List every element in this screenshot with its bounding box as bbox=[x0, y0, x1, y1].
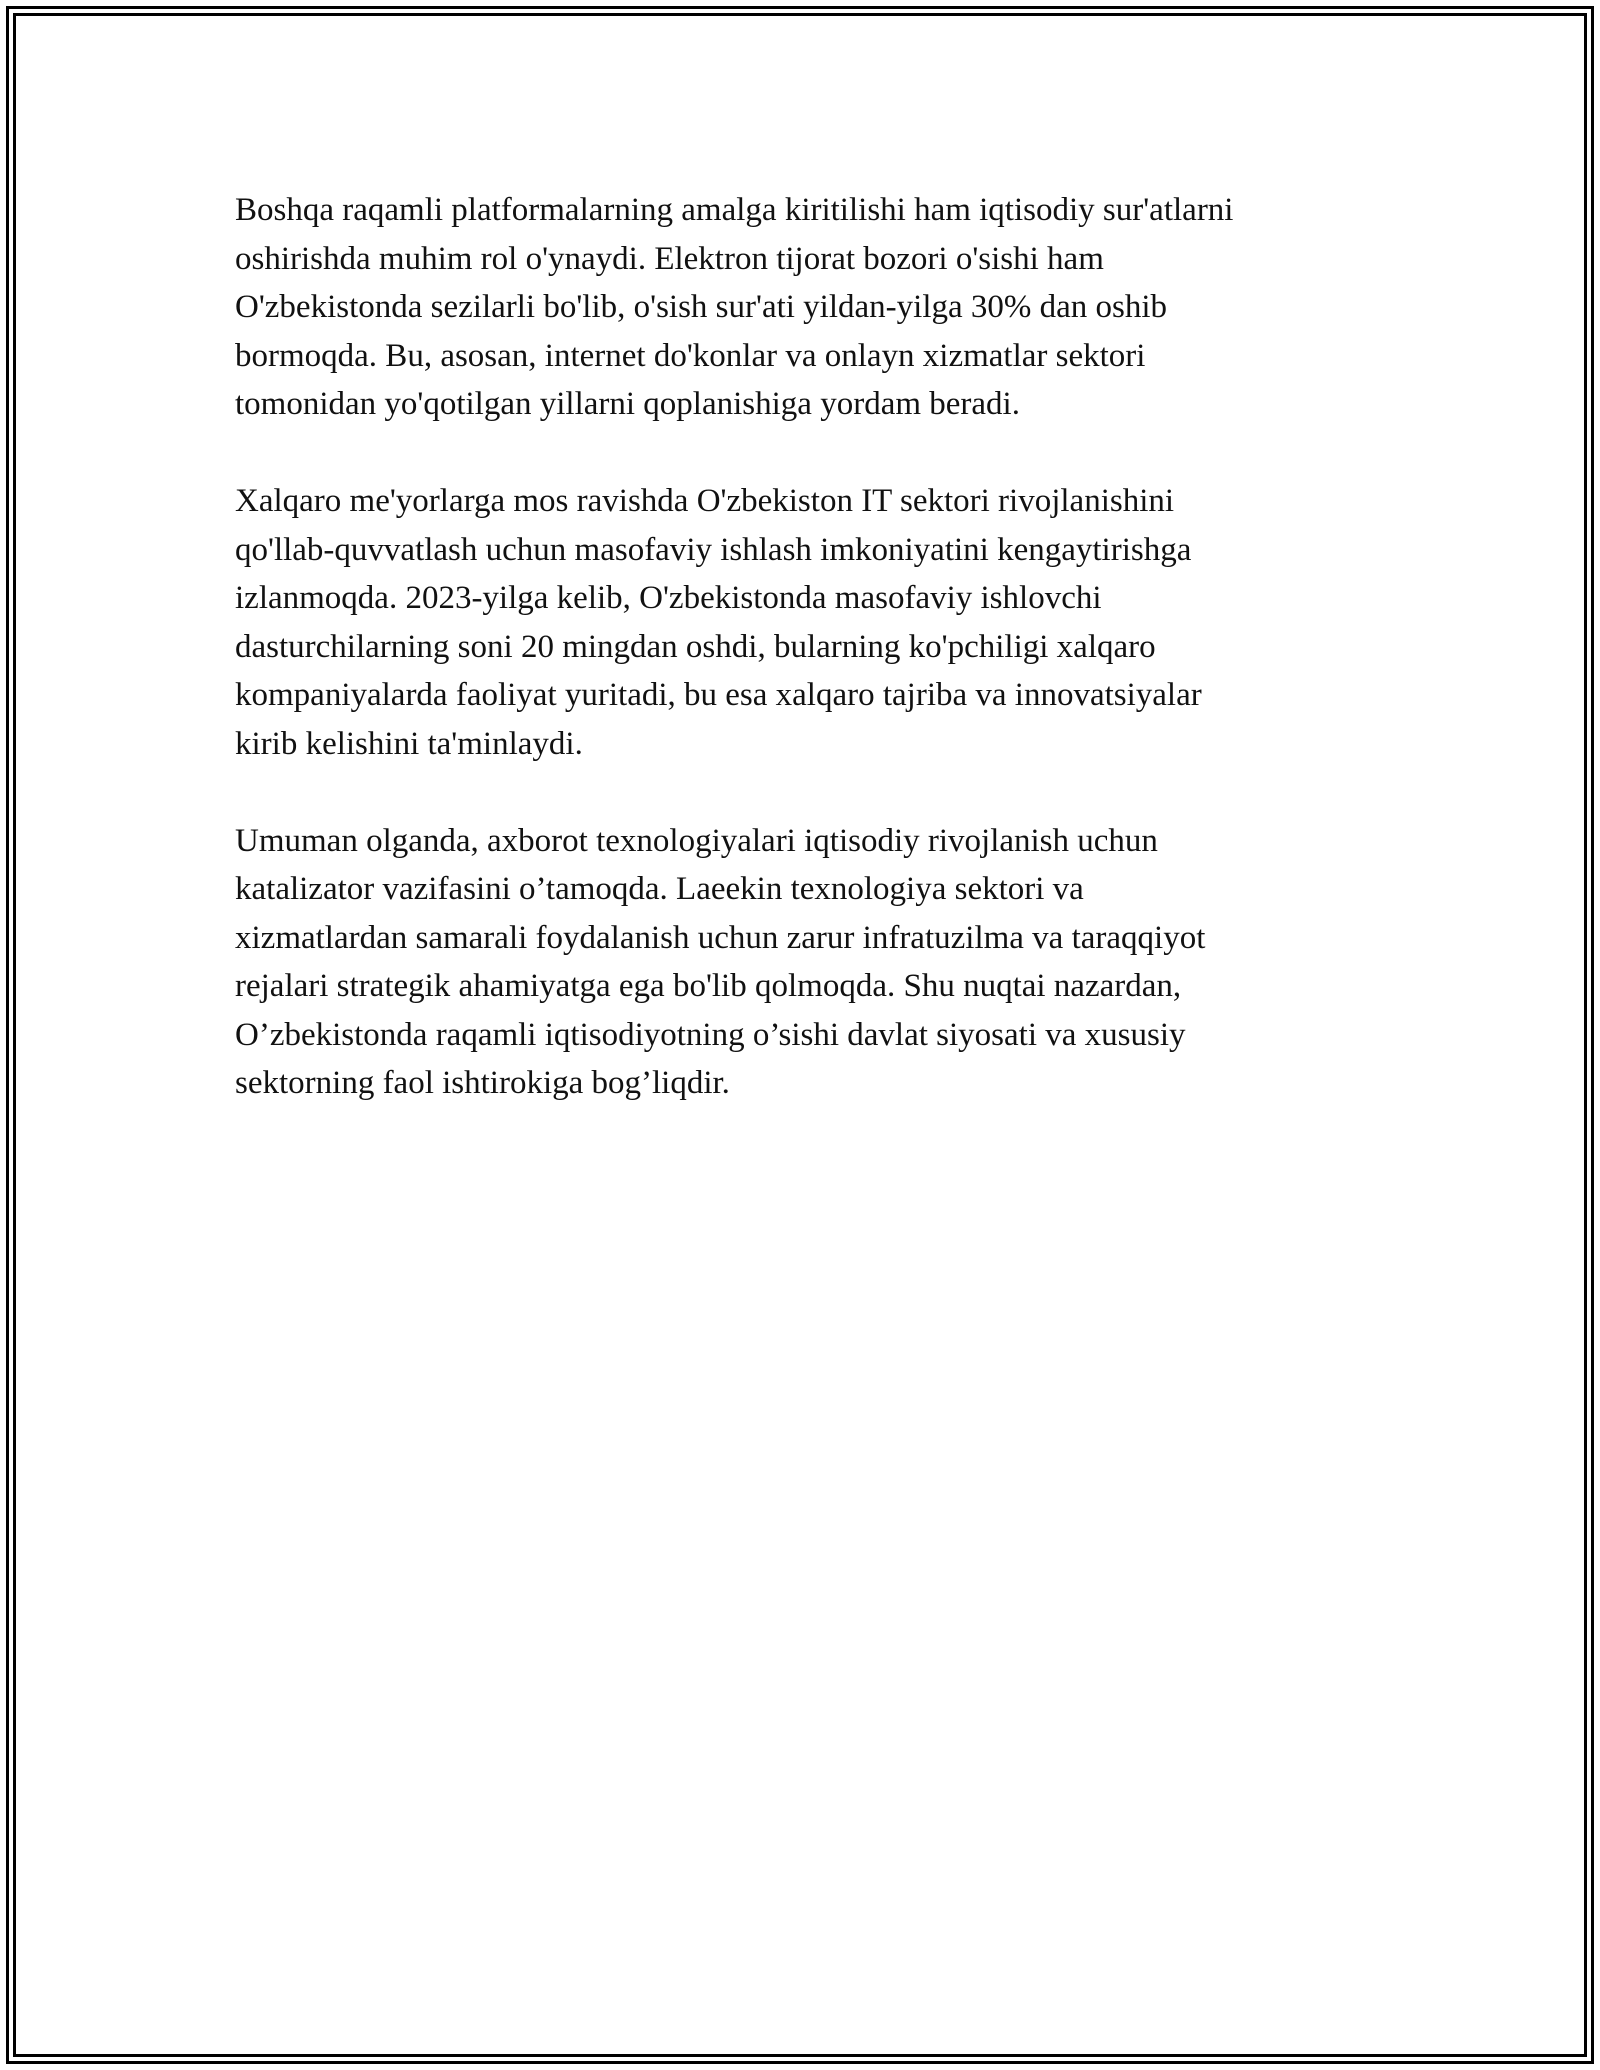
text-line: sektorning faol ishtirokiga bog’liqdir. bbox=[235, 1065, 730, 1101]
text-line: dasturchilarning soni 20 mingdan oshdi, bularning ko'pchiligi xalqaro bbox=[235, 628, 1156, 665]
text-line: oshirishda muhim rol o'ynaydi. Elektron tijorat bozori o'sishi ham bbox=[235, 240, 1104, 277]
text-line: qo'llab-quvvatlash uchun masofaviy ishlash imkoniyatini kengaytirishga bbox=[235, 531, 1192, 568]
text-line: Umuman olganda, axborot texnologiyalari iqtisodiy rivojlanish uchun bbox=[235, 822, 1158, 859]
document-body bbox=[235, 186, 1365, 1156]
paragraph-3 bbox=[235, 817, 1365, 1108]
text-line: katalizator vazifasini o’tamoqda. Laeekin texnologiya sektori va bbox=[235, 871, 1084, 907]
text-line: xizmatlardan samarali foydalanish uchun zarur infratuzilma va taraqqiyot bbox=[235, 919, 1206, 956]
text-line: kompaniyalarda faoliyat yuritadi, bu esa xalqaro tajriba va innovatsiyalar bbox=[235, 677, 1202, 713]
text-line: rejalari strategik ahamiyatga ega bo'lib qolmoqda. Shu nuqtai nazardan, bbox=[235, 968, 1182, 1004]
paragraph-2 bbox=[235, 477, 1365, 768]
text-line: kirib kelishini ta'minlaydi. bbox=[235, 725, 583, 762]
text-line: tomonidan yo'qotilgan yillarni qoplanishiga yordam beradi. bbox=[235, 386, 1020, 422]
text-line: O’zbekistonda raqamli iqtisodiyotning o’sishi davlat siyosati va xususiy bbox=[235, 1016, 1186, 1053]
paragraph-1 bbox=[235, 186, 1365, 429]
text-line: bormoqda. Bu, asosan, internet do'konlar va onlayn xizmatlar sektori bbox=[235, 337, 1146, 374]
text-line: izlanmoqda. 2023-yilga kelib, O'zbekistonda masofaviy ishlovchi bbox=[235, 580, 1102, 616]
text-line: Xalqaro me'yorlarga mos ravishda O'zbekiston IT sektori rivojlanishini bbox=[235, 483, 1175, 519]
text-line: Boshqa raqamli platformalarning amalga kiritilishi ham iqtisodiy sur'atlarni bbox=[235, 192, 1234, 228]
text-line: O'zbekistonda sezilarli bo'lib, o'sish sur'ati yildan-yilga 30% dan oshib bbox=[235, 289, 1168, 325]
